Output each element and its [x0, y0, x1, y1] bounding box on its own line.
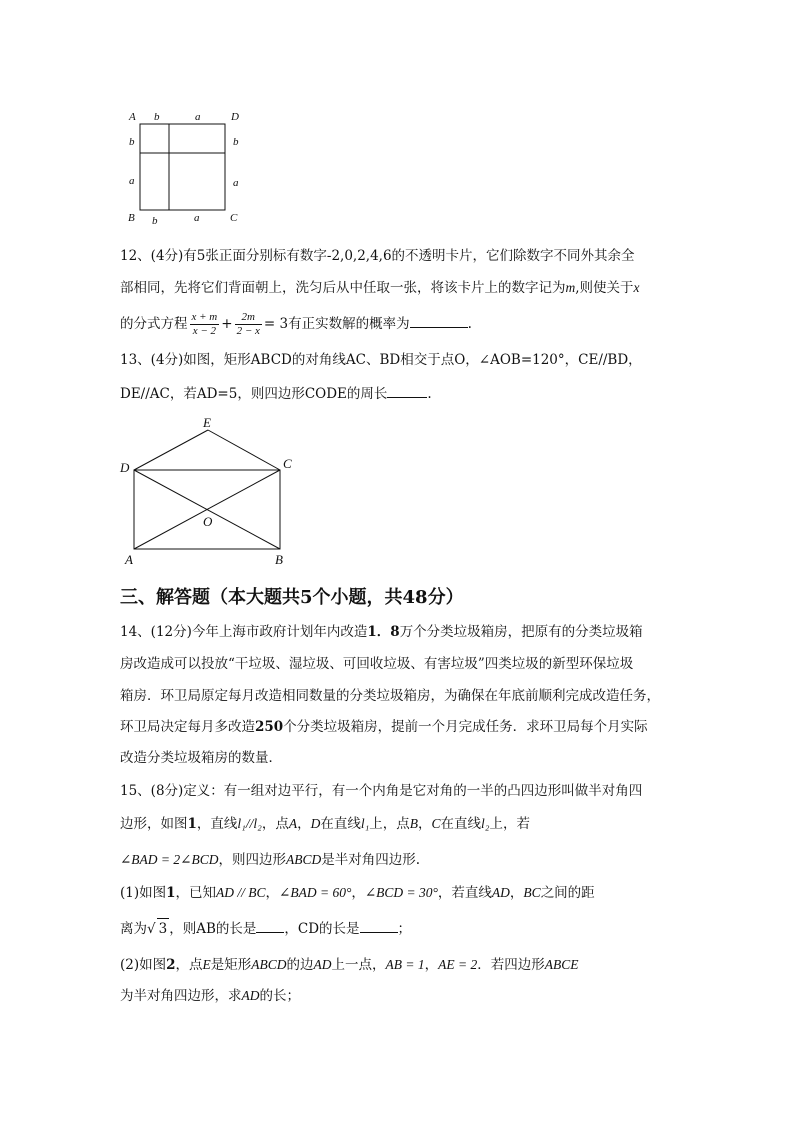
q15-part1-line-2: 离为√ 3 ，则AB的长是 ，CD的长是 ；	[120, 918, 411, 939]
q12-line-3: 的分式方程 $\frac{x + m}{x - 2}$ + $\frac{2m}{2 - x}$ = 3有正实数解的概率为 .	[120, 311, 472, 337]
fig2-label-B: B	[275, 552, 283, 567]
q15-part2-line-2: 为半对角四边形，求AD的长；	[120, 988, 300, 1004]
figure-square-partition	[125, 108, 245, 230]
q15-line-2: 边形，如图1，直线l₁//l₂，点A，D在直线l₁上，点B，C在直线l₂上，若	[120, 816, 530, 832]
q14-line-2: 房改造成可以投放“干垃圾、湿垃圾、可回收垃圾、有害垃圾”四类垃圾的新型环保垃圾	[120, 656, 634, 672]
fig1-label-right-a: a	[233, 177, 239, 189]
fig1-label-D: D	[231, 111, 239, 123]
q14-line-4: 环卫局决定每月多改造250个分类垃圾箱房，提前一个月完成任务．求环卫局每个月实际	[120, 719, 648, 735]
q15-line-1: 15、(8分)定义：有一组对边平行，有一个内角是它对角的一半的凸四边形叫做半对角四	[120, 783, 643, 799]
fig1-label-A: A	[129, 111, 136, 123]
fig1-label-bottom-a: a	[194, 212, 200, 224]
fig2-label-E: E	[203, 415, 211, 430]
fig2-label-A: A	[125, 552, 133, 567]
fig1-label-top-b: b	[154, 111, 160, 123]
q14-line-3: 箱房．环卫局原定每月改造相同数量的分类垃圾箱房，为确保在年底前顺利完成改造任务，	[120, 688, 660, 704]
fig1-label-right-b: b	[233, 136, 239, 148]
fig1-label-bottom-b: b	[152, 215, 158, 227]
q12-fraction-2: $\frac{2m}{2 - x}$	[236, 311, 260, 337]
q14-line-1: 14、(12分)今年上海市政府计划年内改造1．8万个分类垃圾箱房，把原有的分类垃圾箱	[120, 624, 643, 640]
q13-line-1: 13、(4分)如图，矩形ABCD的对角线AC、BD相交于点O，∠AOB=120°，CE//BD，	[120, 352, 642, 368]
q15-ab-answer-blank[interactable]	[256, 918, 284, 933]
q15-cd-answer-blank[interactable]	[360, 918, 398, 933]
q15-part2-line-1: (2)如图2，点E是矩形ABCD的边AD上一点，AB = 1，AE = 2．若四边形ABCE	[120, 957, 579, 973]
q12-answer-blank[interactable]	[410, 313, 468, 328]
fig1-label-left-a: a	[129, 175, 135, 187]
q12-fraction-1: $\frac{x + m}{x - 2}$	[191, 311, 218, 337]
fig2-label-D: D	[120, 460, 130, 475]
q14-line-5: 改造分类垃圾箱房的数量．	[120, 750, 282, 766]
figure-rectangle-code	[120, 412, 300, 572]
fig2-label-O: O	[203, 514, 213, 529]
fig1-label-B: B	[128, 212, 135, 224]
fig1-label-C: C	[230, 212, 238, 224]
q15-line-3: ∠BAD = 2∠BCD，则四边形ABCD是半对角四边形.	[120, 852, 421, 868]
q13-line-2: DE//AC，若AD=5，则四边形CODE的周长 .	[120, 383, 432, 404]
fig2-label-C: C	[283, 456, 292, 471]
q12-line-1: 12、(4分)有5张正面分别标有数字-2,0,2,4,6的不透明卡片，它们除数字不同外其余全	[120, 248, 635, 264]
q15-part1-line-1: (1)如图1，已知AD // BC，∠BAD = 60°，∠BCD = 30°，若直线AD，BC之间的距	[120, 885, 595, 901]
q12-line-2: 部相同，先将它们背面朝上，洗匀后从中任取一张，将该卡片上的数字记为m,则使关于x	[120, 280, 640, 296]
fig1-label-left-b: b	[129, 136, 135, 148]
section-heading: 三、解答题（本大题共5个小题，共48分）	[120, 587, 464, 608]
fig1-label-top-a: a	[195, 111, 201, 123]
q13-answer-blank[interactable]	[387, 383, 427, 398]
